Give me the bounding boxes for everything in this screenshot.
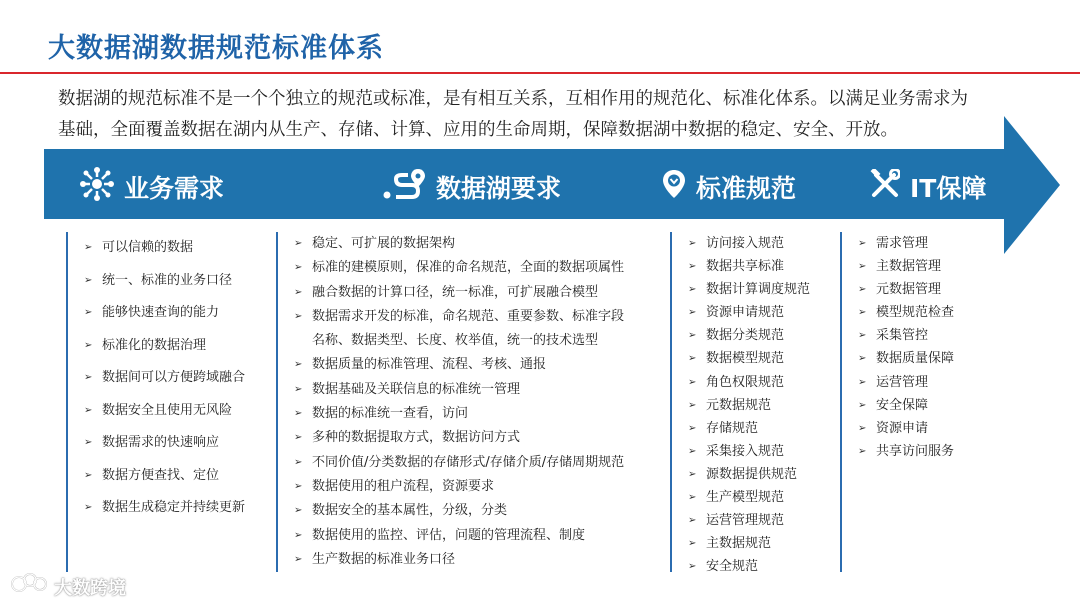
brand-logo-icon (10, 570, 54, 603)
list-item: ➢ 标准化的数据治理 (84, 330, 245, 363)
list-item: ➢ 主数据管理 (858, 255, 954, 278)
category-label: 标准规范 (696, 174, 797, 203)
list-item: ➢ 数据计算调度规范 (688, 278, 810, 301)
lake-requirements-column (276, 232, 624, 572)
list-item-continuation: 名称、数据类型、长度、枚举值，统一的技术选型 (312, 333, 599, 349)
network-hub-icon (80, 167, 114, 207)
tools-icon (870, 169, 900, 205)
list-item: ➢ 数据共享标准 (688, 255, 810, 278)
watermark-text: 大数跨境 (54, 577, 126, 599)
list-item: ➢ 共享访问服务 (858, 440, 954, 463)
title-divider (0, 72, 1080, 74)
list-item: ➢ 能够快速查询的能力 (84, 297, 245, 330)
column-divider (840, 232, 842, 572)
list-item: ➢ 数据安全且使用无风险 (84, 395, 245, 428)
list-item: ➢ 存储规范 (688, 417, 810, 440)
column-divider (670, 232, 672, 572)
list-item: ➢ 数据使用的租户流程，资源要求 (294, 475, 624, 499)
category-it (870, 169, 986, 205)
list-item: ➢ 不同价值/分类数据的存储形式/存储介质/存储周期规范 (294, 451, 624, 475)
list-item: ➢ 数据生成稳定并持续更新 (84, 492, 245, 525)
list-item: ➢ 运营管理规范 (688, 509, 810, 532)
list-item: ➢ 数据质量的标准管理、流程、考核、通报 (294, 353, 624, 377)
business-needs-column (66, 232, 245, 525)
category-business (80, 169, 224, 205)
list-item: ➢ 元数据管理 (858, 278, 954, 301)
list-item: ➢ 采集接入规范 (688, 440, 810, 463)
list-item: ➢ 数据分类规范 (688, 324, 810, 347)
list-item: ➢ 数据需求的快速响应 (84, 427, 245, 460)
category-standards (662, 169, 796, 205)
list-item: ➢ 模型规范检查 (858, 301, 954, 324)
list-item: ➢ 生产数据的标准业务口径 (294, 548, 624, 572)
list-item: ➢ 数据需求开发的标准，命名规范、重要参数、标准字段 (294, 305, 624, 329)
category-label: 数据湖要求 (436, 174, 562, 203)
list-item: ➢ 数据基础及关联信息的标准统一管理 (294, 378, 624, 402)
list-item: ➢ 安全保障 (858, 394, 954, 417)
list-item: ➢ 元数据规范 (688, 394, 810, 417)
list-item: ➢ 主数据规范 (688, 532, 810, 555)
list-item: ➢ 生产模型规范 (688, 486, 810, 509)
list-item: ➢ 融合数据的计算口径，统一标准，可扩展融合模型 (294, 281, 624, 305)
column-divider (276, 232, 278, 572)
list-item: ➢ 标准的建模原则，保准的命名规范，全面的数据项属性 (294, 256, 624, 280)
standards-column (670, 232, 810, 578)
list-item: ➢ 数据间可以方便跨域融合 (84, 362, 245, 395)
category-label: 业务需求 (124, 174, 225, 203)
list-item: ➢ 源数据提供规范 (688, 463, 810, 486)
list-item: ➢ 数据安全的基本属性，分级，分类 (294, 499, 624, 523)
list-item: ➢ 数据模型规范 (688, 347, 810, 370)
list-item: ➢ 数据方便查找、定位 (84, 460, 245, 493)
list-item: ➢ 资源申请 (858, 417, 954, 440)
list-item: ➢ 访问接入规范 (688, 232, 810, 255)
list-item: ➢ 采集管控 (858, 324, 954, 347)
route-location-icon (382, 167, 426, 207)
page-title: 大数据湖数据规范标准体系 (48, 33, 384, 64)
list-item: ➢ 需求管理 (858, 232, 954, 255)
intro-line: 基础，全面覆盖数据在湖内从生产、存储、计算、应用的生命周期，保障数据湖中数据的稳定、安全、开放。 (58, 120, 898, 140)
list-item: ➢ 资源申请规范 (688, 301, 810, 324)
list-item: ➢ 多种的数据提取方式，数据访问方式 (294, 426, 624, 450)
list-item: ➢ 角色权限规范 (688, 371, 810, 394)
it-support-column (840, 232, 954, 463)
list-item: ➢ 数据使用的监控、评估，问题的管理流程、制度 (294, 524, 624, 548)
list-item: ➢ 统一、标准的业务口径 (84, 265, 245, 298)
list-item: ➢ 稳定、可扩展的数据架构 (294, 232, 624, 256)
location-pin-icon (662, 169, 686, 205)
list-item: ➢ 可以信赖的数据 (84, 232, 245, 265)
list-item: ➢ 数据的标准统一查看，访问 (294, 402, 624, 426)
column-divider (66, 232, 68, 572)
intro-line: 数据湖的规范标准不是一个个独立的规范或标准，是有相互关系，互相作用的规范化、标准化体系。以满足业务需求为 (58, 89, 968, 109)
category-label: IT保障 (910, 174, 987, 203)
list-item: ➢ 安全规范 (688, 555, 810, 578)
list-item: ➢ 数据质量保障 (858, 347, 954, 370)
category-lake (382, 169, 561, 205)
list-item: ➢ 运营管理 (858, 371, 954, 394)
watermark (10, 570, 126, 603)
